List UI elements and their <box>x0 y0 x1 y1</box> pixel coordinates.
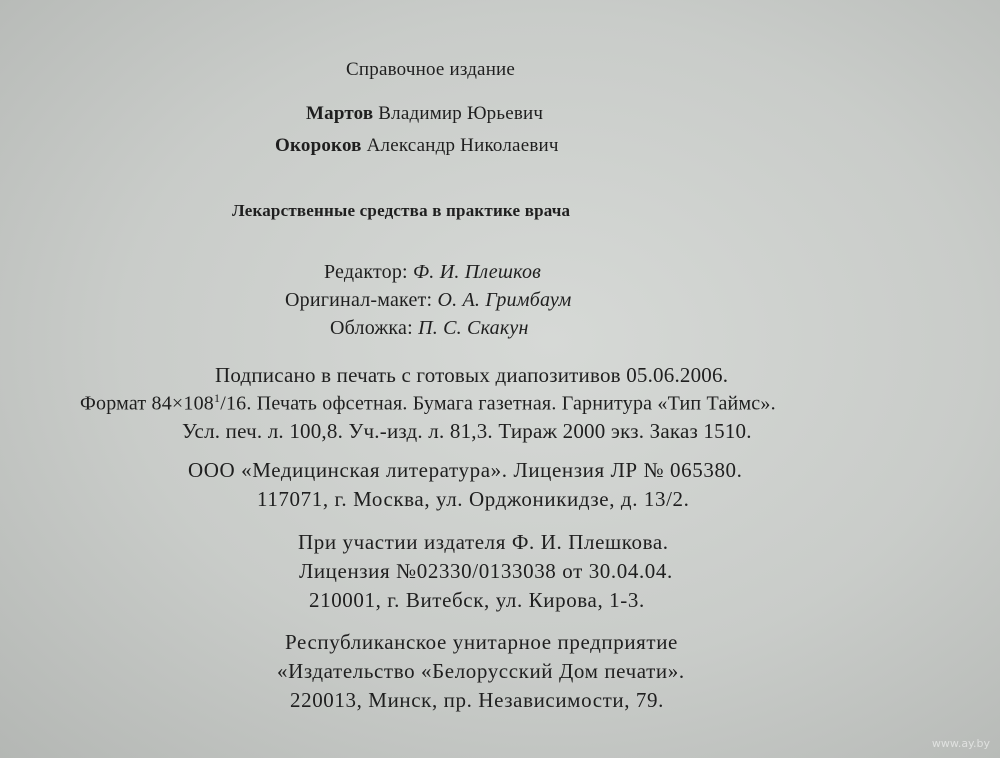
credit-cover-role: Обложка: <box>330 317 413 339</box>
author-1-surname: Мартов <box>306 103 374 124</box>
publisher-address: 117071, г. Москва, ул. Орджоникидзе, д. 13/2. <box>257 487 690 511</box>
format-prefix: Формат 84×108 <box>80 392 214 415</box>
site-watermark: www.ay.by <box>931 737 990 750</box>
reference-label: Справочное издание <box>346 59 516 80</box>
author-2 <box>275 136 559 155</box>
printer-name: Республиканское унитарное предприятие <box>285 630 678 654</box>
printer-house: «Издательство «Белорусский Дом печати». <box>277 659 685 683</box>
author-2-surname: Окороков <box>275 135 362 156</box>
format-suffix: /16. Печать офсетная. Бумага газетная. Гарнитура «Тип Таймс». <box>220 392 776 415</box>
author-2-given: Александр Николаевич <box>366 135 559 156</box>
credit-cover-name: П. С. Скакун <box>418 317 529 339</box>
credit-layout-name: О. А. Гримбаум <box>437 289 572 311</box>
credit-editor-name: Ф. И. Плешков <box>413 261 542 283</box>
volume-line: Усл. печ. л. 100,8. Уч.-изд. л. 81,3. Тираж 2000 экз. Заказ 1510. <box>182 419 752 443</box>
author-1-given: Владимир Юрьевич <box>378 103 544 124</box>
co-publisher-license: Лицензия №02330/0133038 от 30.04.04. <box>299 559 673 583</box>
publisher-license: ООО «Медицинская литература». Лицензия ЛР № 065380. <box>188 458 743 482</box>
co-publisher-address: 210001, г. Витебск, ул. Кирова, 1-3. <box>309 588 645 612</box>
format-line <box>80 392 776 414</box>
author-1 <box>306 104 543 123</box>
credit-layout <box>285 290 571 310</box>
credit-layout-role: Оригинал-макет: <box>285 289 433 311</box>
credit-editor-role: Редактор: <box>324 261 408 283</box>
co-publisher-line: При участии издателя Ф. И. Плешкова. <box>298 530 669 554</box>
credit-cover <box>330 318 529 338</box>
format-superscript: 1 <box>214 391 221 405</box>
signed-for-print: Подписано в печать с готовых диапозитивов 05.06.2006. <box>215 363 729 387</box>
printer-address: 220013, Минск, пр. Независимости, 79. <box>290 688 664 712</box>
book-title: Лекарственные средства в практике врача <box>232 201 571 220</box>
credit-editor <box>324 262 541 282</box>
